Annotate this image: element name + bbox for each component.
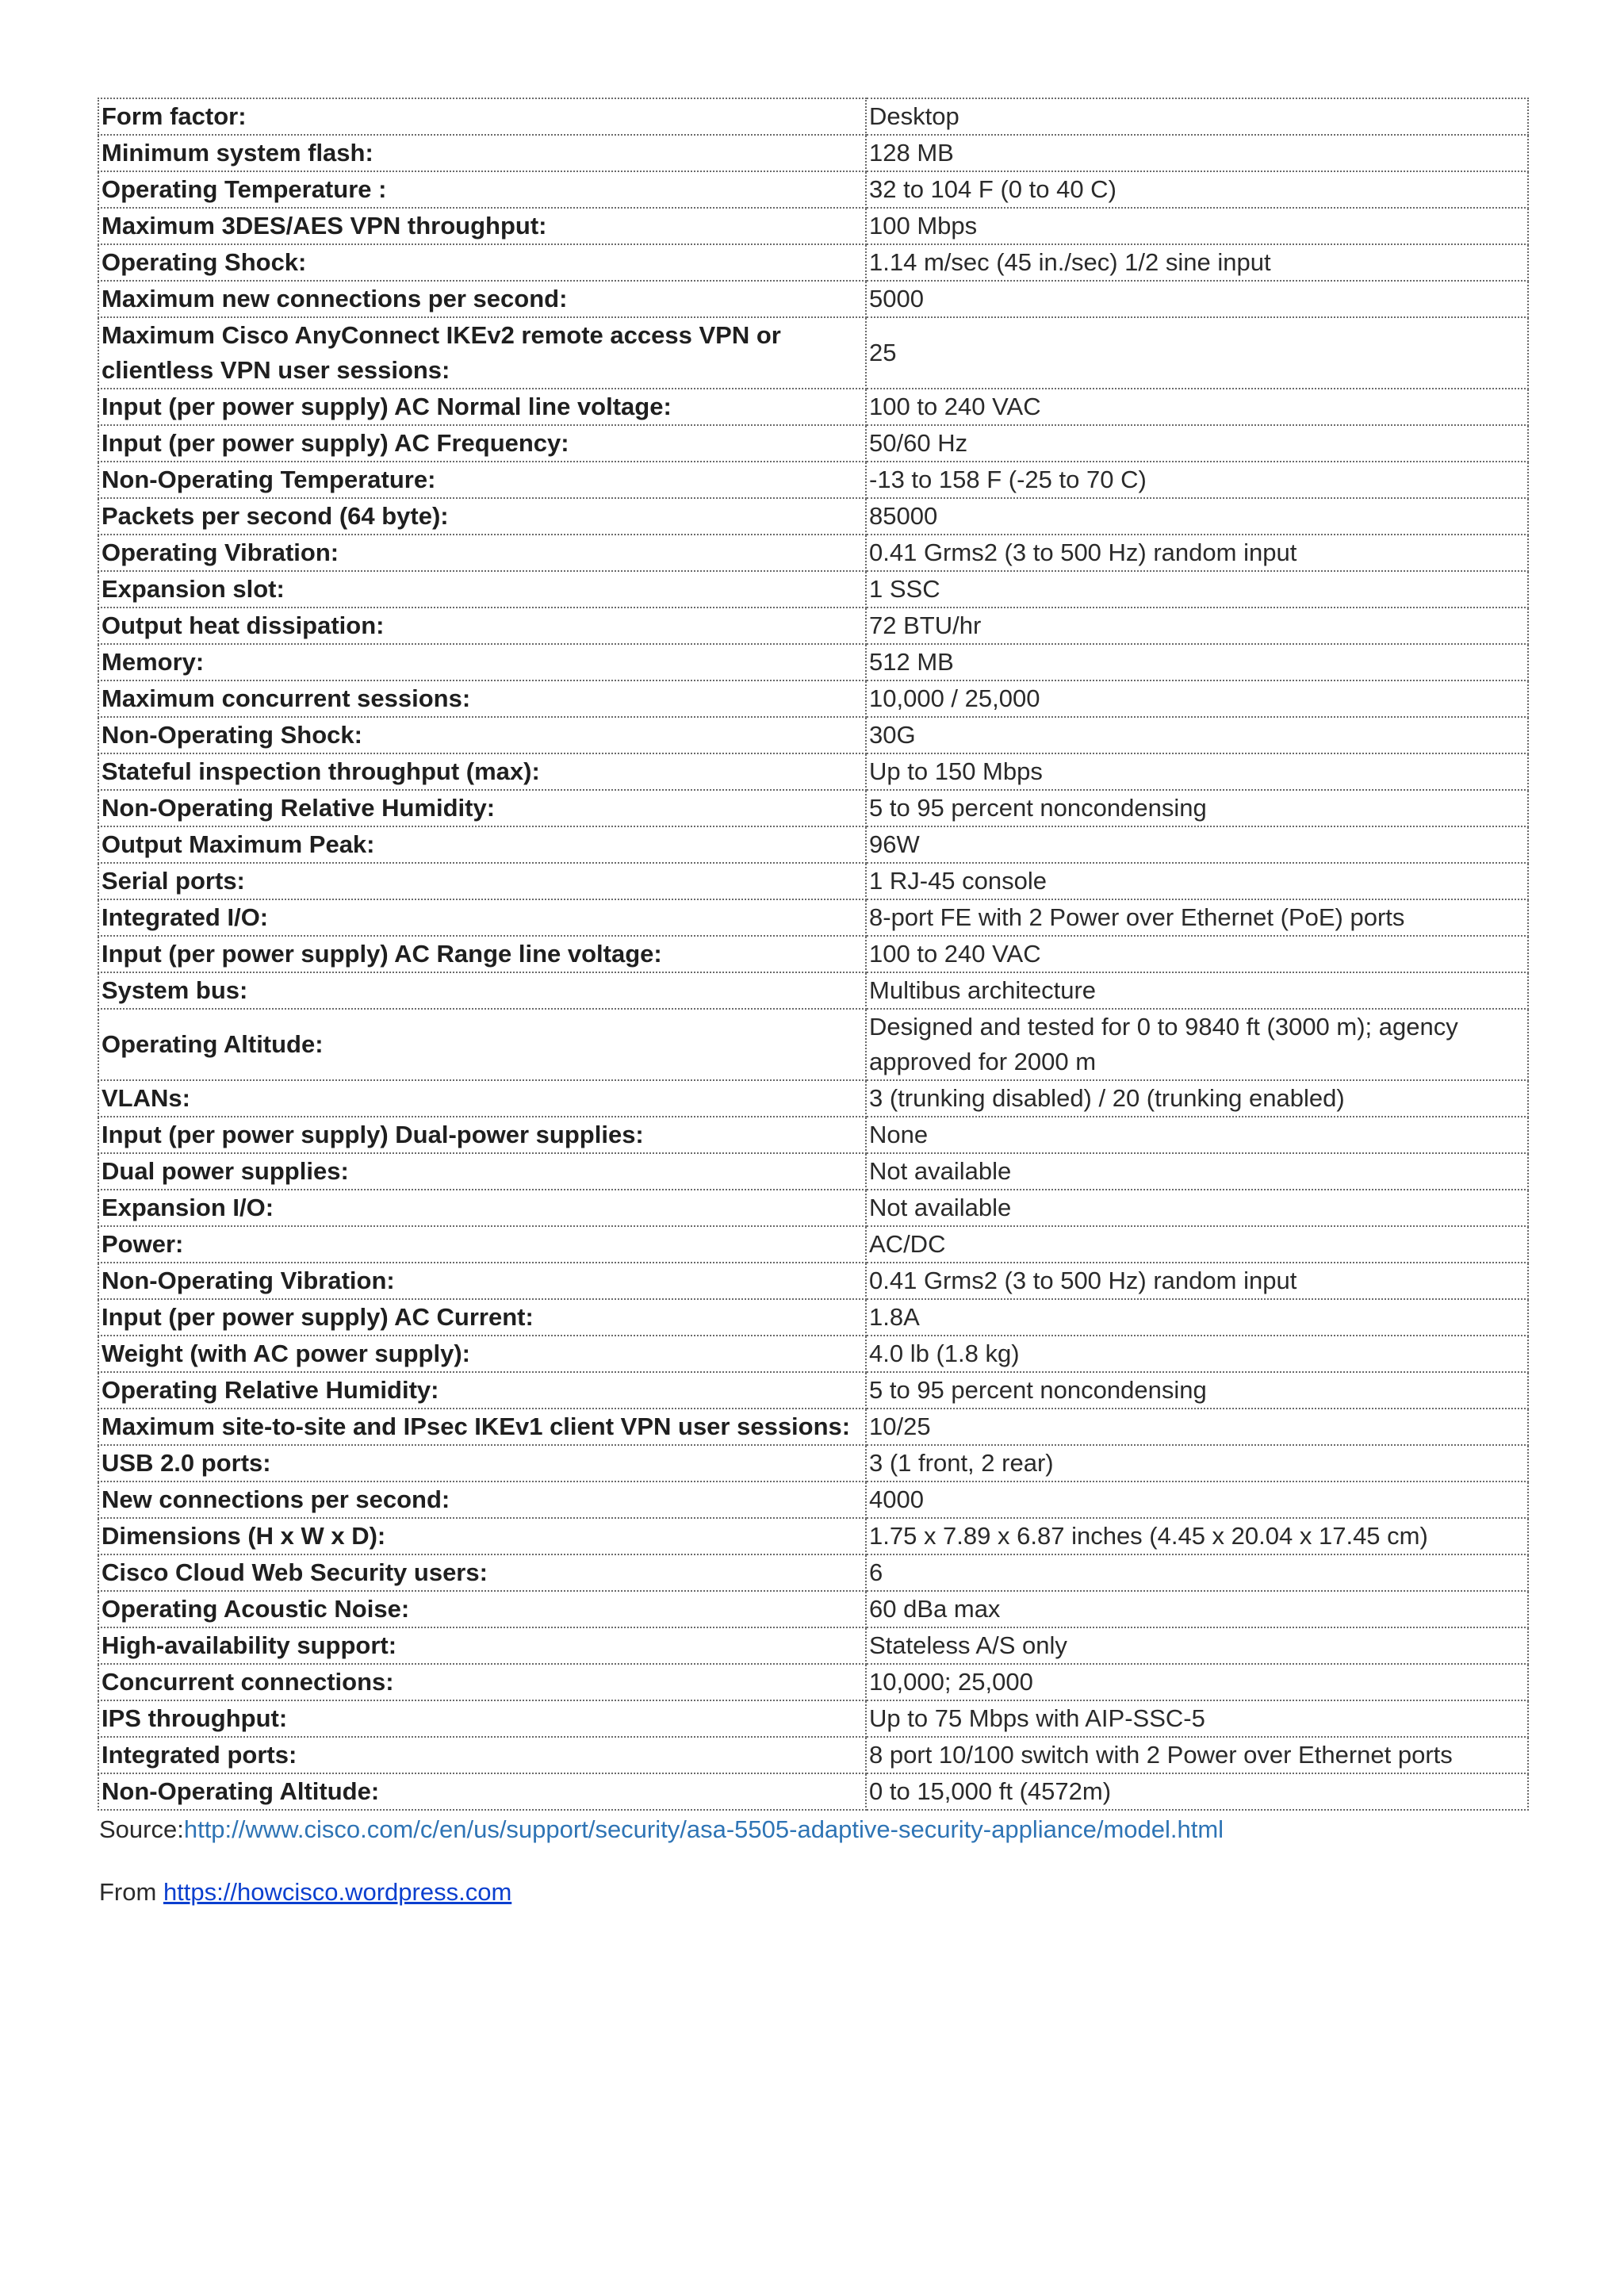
source-link[interactable]: http://www.cisco.com/c/en/us/support/security/asa-5505-adaptive-security-appliance/model.html [183,1815,1224,1843]
spec-label: Operating Temperature : [98,171,866,208]
spec-value: 30G [866,717,1528,753]
spec-label: Form factor: [98,98,866,135]
spec-value: -13 to 158 F (-25 to 70 C) [866,462,1528,498]
spec-row [98,281,1528,317]
spec-label: Maximum concurrent sessions: [98,680,866,717]
spec-label: Serial ports: [98,863,866,899]
spec-label: Operating Altitude: [98,1009,866,1080]
spec-label: Integrated I/O: [98,899,866,936]
spec-label: Non-Operating Shock: [98,717,866,753]
spec-value: Designed and tested for 0 to 9840 ft (3000 m); agency approved for 2000 m [866,1009,1528,1080]
spec-value: 4.0 lb (1.8 kg) [866,1336,1528,1372]
spec-row [98,317,1528,389]
spec-row [98,936,1528,972]
spec-value: 5 to 95 percent noncondensing [866,790,1528,826]
spec-value: 1 SSC [866,571,1528,608]
spec-value: 50/60 Hz [866,425,1528,462]
spec-value: 60 dBa max [866,1591,1528,1627]
spec-row [98,171,1528,208]
spec-row [98,680,1528,717]
spec-label: Operating Vibration: [98,535,866,571]
spec-value: Not available [866,1190,1528,1226]
spec-row [98,1190,1528,1226]
spec-value: 25 [866,317,1528,389]
spec-row [98,1664,1528,1700]
spec-row [98,462,1528,498]
spec-table [98,98,1529,1811]
spec-row [98,535,1528,571]
spec-value: 0.41 Grms2 (3 to 500 Hz) random input [866,1263,1528,1299]
spec-row [98,1263,1528,1299]
spec-row [98,1409,1528,1445]
spec-label: Input (per power supply) AC Range line voltage: [98,936,866,972]
spec-label: Non-Operating Altitude: [98,1773,866,1810]
spec-row [98,1299,1528,1336]
spec-value: 32 to 104 F (0 to 40 C) [866,171,1528,208]
spec-label: Non-Operating Vibration: [98,1263,866,1299]
spec-label: Maximum new connections per second: [98,281,866,317]
spec-label: Packets per second (64 byte): [98,498,866,535]
spec-label: IPS throughput: [98,1700,866,1737]
spec-value: Not available [866,1153,1528,1190]
spec-row [98,1153,1528,1190]
spec-value: 1.75 x 7.89 x 6.87 inches (4.45 x 20.04 x 17.45 cm) [866,1518,1528,1554]
spec-label: Dual power supplies: [98,1153,866,1190]
spec-value: AC/DC [866,1226,1528,1263]
spec-label: Non-Operating Temperature: [98,462,866,498]
spec-label: Concurrent connections: [98,1664,866,1700]
spec-row [98,863,1528,899]
spec-value: 10,000; 25,000 [866,1664,1528,1700]
spec-label: Non-Operating Relative Humidity: [98,790,866,826]
spec-value: 1.14 m/sec (45 in./sec) 1/2 sine input [866,244,1528,281]
spec-row [98,1518,1528,1554]
spec-value: 3 (1 front, 2 rear) [866,1445,1528,1481]
spec-label: Expansion slot: [98,571,866,608]
spec-row [98,899,1528,936]
spec-value: 85000 [866,498,1528,535]
spec-value: 128 MB [866,135,1528,171]
spec-value: 1 RJ-45 console [866,863,1528,899]
spec-label: Minimum system flash: [98,135,866,171]
spec-row [98,790,1528,826]
spec-row [98,753,1528,790]
from-line [99,1875,511,1910]
spec-row [98,498,1528,535]
spec-row [98,1773,1528,1810]
spec-label: Maximum site-to-site and IPsec IKEv1 client VPN user sessions: [98,1409,866,1445]
spec-row [98,1117,1528,1153]
spec-row [98,1591,1528,1627]
spec-row [98,644,1528,680]
spec-row [98,1372,1528,1409]
spec-row [98,972,1528,1009]
spec-row [98,717,1528,753]
spec-label: USB 2.0 ports: [98,1445,866,1481]
from-link[interactable]: https://howcisco.wordpress.com [163,1878,512,1906]
spec-label: Weight (with AC power supply): [98,1336,866,1372]
spec-label: Output heat dissipation: [98,608,866,644]
spec-label: Operating Shock: [98,244,866,281]
spec-value: 8 port 10/100 switch with 2 Power over Ethernet ports [866,1737,1528,1773]
spec-value: 100 to 240 VAC [866,389,1528,425]
spec-label: Input (per power supply) AC Normal line voltage: [98,389,866,425]
spec-value: 10/25 [866,1409,1528,1445]
spec-value: Multibus architecture [866,972,1528,1009]
spec-label: New connections per second: [98,1481,866,1518]
spec-row [98,571,1528,608]
spec-value: 4000 [866,1481,1528,1518]
spec-value: Up to 150 Mbps [866,753,1528,790]
spec-value: 72 BTU/hr [866,608,1528,644]
from-prefix: From [99,1878,163,1906]
spec-row [98,608,1528,644]
spec-value: 8-port FE with 2 Power over Ethernet (PoE) ports [866,899,1528,936]
spec-label: Dimensions (H x W x D): [98,1518,866,1554]
spec-value: 1.8A [866,1299,1528,1336]
spec-value: 5000 [866,281,1528,317]
spec-value: 512 MB [866,644,1528,680]
spec-label: Integrated ports: [98,1737,866,1773]
spec-row [98,1336,1528,1372]
spec-row [98,1481,1528,1518]
spec-label: Input (per power supply) Dual-power supplies: [98,1117,866,1153]
spec-row [98,1627,1528,1664]
spec-value: 10,000 / 25,000 [866,680,1528,717]
spec-row [98,1080,1528,1117]
spec-value: 5 to 95 percent noncondensing [866,1372,1528,1409]
spec-value: Up to 75 Mbps with AIP-SSC-5 [866,1700,1528,1737]
spec-value: Stateless A/S only [866,1627,1528,1664]
spec-value: 0.41 Grms2 (3 to 500 Hz) random input [866,535,1528,571]
spec-label: Input (per power supply) AC Current: [98,1299,866,1336]
spec-value: 100 Mbps [866,208,1528,244]
spec-row [98,1226,1528,1263]
spec-label: Expansion I/O: [98,1190,866,1226]
spec-row [98,244,1528,281]
spec-label: Stateful inspection throughput (max): [98,753,866,790]
spec-label: High-availability support: [98,1627,866,1664]
source-line [99,1812,1224,1847]
spec-label: Operating Relative Humidity: [98,1372,866,1409]
spec-label: Input (per power supply) AC Frequency: [98,425,866,462]
spec-row [98,135,1528,171]
spec-value: None [866,1117,1528,1153]
spec-value: Desktop [866,98,1528,135]
spec-row [98,1009,1528,1080]
spec-row [98,425,1528,462]
spec-row [98,98,1528,135]
spec-label: Operating Acoustic Noise: [98,1591,866,1627]
spec-label: Power: [98,1226,866,1263]
spec-label: VLANs: [98,1080,866,1117]
spec-table-body [98,98,1528,1810]
spec-row [98,208,1528,244]
spec-row [98,1554,1528,1591]
spec-row [98,389,1528,425]
spec-value: 96W [866,826,1528,863]
spec-row [98,1700,1528,1737]
spec-value: 100 to 240 VAC [866,936,1528,972]
spec-value: 3 (trunking disabled) / 20 (trunking enabled) [866,1080,1528,1117]
spec-value: 6 [866,1554,1528,1591]
source-prefix: Source: [99,1815,184,1843]
spec-label: Memory: [98,644,866,680]
spec-value: 0 to 15,000 ft (4572m) [866,1773,1528,1810]
spec-label: Cisco Cloud Web Security users: [98,1554,866,1591]
spec-label: Maximum Cisco AnyConnect IKEv2 remote access VPN or clientless VPN user sessions: [98,317,866,389]
spec-row [98,1445,1528,1481]
spec-label: System bus: [98,972,866,1009]
spec-row [98,1737,1528,1773]
spec-label: Maximum 3DES/AES VPN throughput: [98,208,866,244]
spec-row [98,826,1528,863]
spec-label: Output Maximum Peak: [98,826,866,863]
